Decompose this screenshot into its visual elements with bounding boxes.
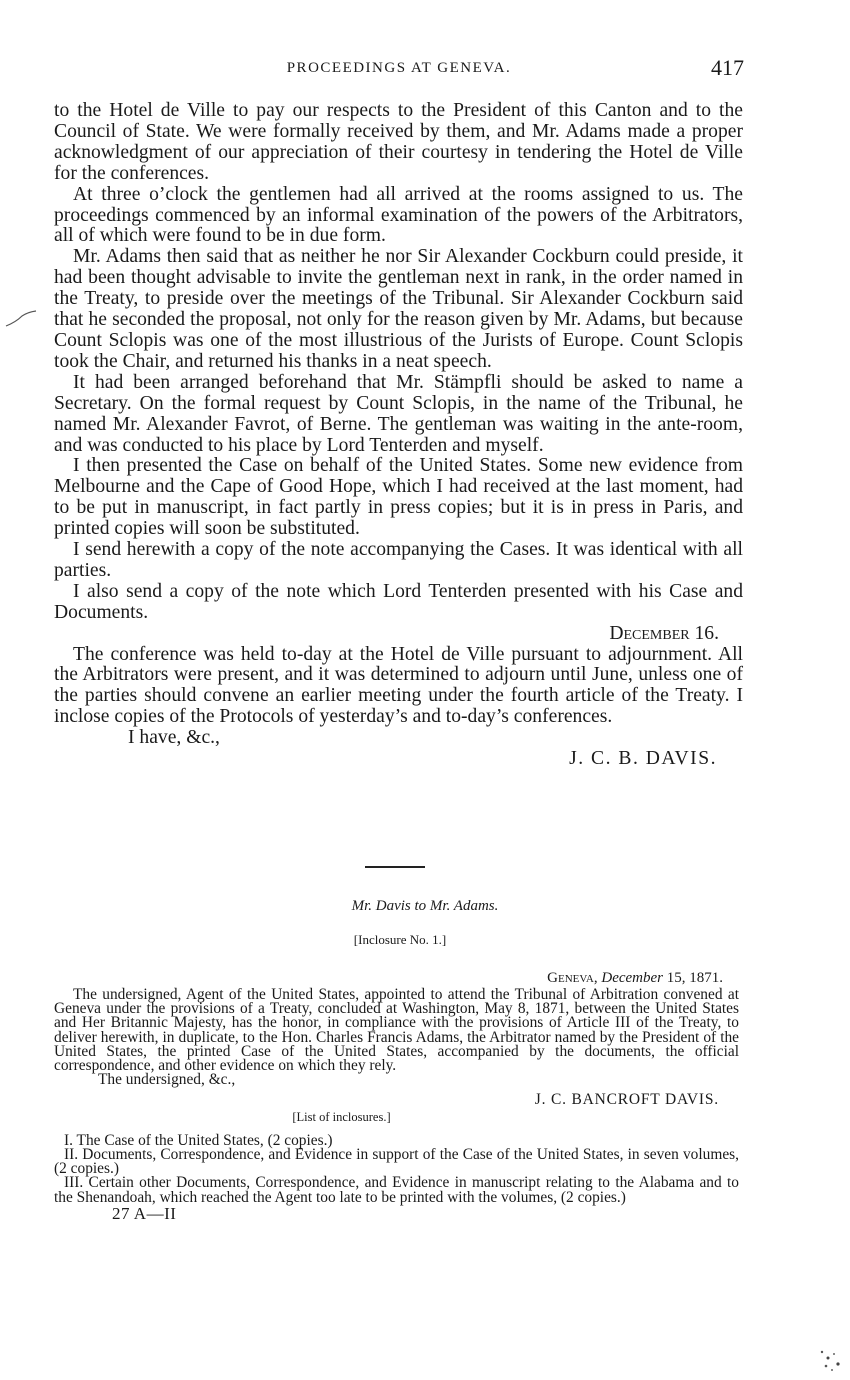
inclosure-closing: The undersigned, &c., [98,1071,236,1089]
dateline-year: 15, 1871. [666,970,723,986]
list-item: II. Documents, Correspondence, and Evidence in support of the Case of the United States, in seven volumes, (2 copies.) [54,1146,739,1178]
paragraph: Mr. Adams then said that as neither he nor Sir Alexander Cockburn could preside, it had been thought advisable to invite the gentleman next in rank, in the order named in the Treaty, to preside over the meetings of the Tribunal. Sir Alexander Cockburn said that he seconded the proposal, not only for the reason given by Mr. Adams, but because Count Sclopis was one of the most illustrious of the Jurists of Europe. Count Sclopis took the Chair, and returned his thanks in a neat speech. [54,246,743,372]
inclosure-list [54,1131,739,1206]
dateline-date: December [601,970,663,986]
paragraph: The conference was held to-day at the Hotel de Ville pursuant to adjournment. All the Arbitrators were present, and it was determined to adjourn until June, unless one of the parties should convene an earlier meeting under the fourth article of the Treaty. I inclose copies of the Protocols of yesterday’s and to-day’s conferences. [54,643,743,728]
paragraph: At three o’clock the gentlemen had all arrived at the rooms assigned to us. The proceedings commenced by an informal examination of the powers of the Arbitrators, all of which were found to be in due form. [54,183,743,247]
printer-signature-mark: 27 A—II [112,1203,177,1223]
letter-body [54,101,743,770]
section-divider [365,866,425,868]
list-item: III. Certain other Documents, Correspondence, and Evidence in manuscript relating to the Alabama and to the Shenandoah, which reached the Agent too late to be printed with the volumes, (2 copies.) [54,1174,739,1206]
paragraph: to the Hotel de Ville to pay our respects to the President of this Canton and to the Council of State. We were formally received by them, and Mr. Adams made a proper acknowledgment of our appreciation of their courtesy in tendering the Hotel de Ville for the conferences. [54,100,743,184]
signature: J. C. B. DAVIS. [569,748,717,770]
inclosure-signature: J. C. BANCROFT DAVIS. [534,1091,719,1109]
paragraph: It had been arranged beforehand that Mr. Stämpfli should be asked to name a Secretary. On the formal request by Count Sclopis, in the name of the Tribunal, he named Mr. Alexander Favrot, of Berne. The gentleman was waiting in the ante-room, and was conducted to his place by Lord Tenterden and myself. [54,371,743,456]
page-header [54,55,744,84]
paragraph: I also send a copy of the note which Lord Tenterden presented with his Case and Documents. [54,580,743,623]
inclosure-paragraph: The undersigned, Agent of the United States, appointed to attend the Tribunal of Arbitration convened at Geneva under the provisions of a Treaty, concluded at Washington, May 8, 1871, between the United States and Her Britannic Majesty, has the honor, in compliance with the provisions of Article III of the Treaty, to deliver herewith, in duplicate, to the Hon. Charles Francis Adams, the Arbitrator named by the President of the United States, the printed Case of the United States, accompanied by the documents, the official correspondence, and other evidence on which they rely. [54,986,739,1075]
corner-smudge [808,1340,848,1376]
margin-pencil-mark [4,308,38,330]
list-heading: [List of inclosures.] [292,1109,391,1124]
inclosure-dateline [54,968,739,988]
dateline: December 16. [609,622,719,644]
closing: I have, &c., [128,727,220,749]
inclosure-body [54,968,739,1221]
list-item: I. The Case of the United States, (2 copies.) [64,1131,333,1149]
running-head: PROCEEDINGS AT GENEVA. [286,60,512,76]
paragraph: I then presented the Case on behalf of the United States. Some new evidence from Melbourne and the Cape of Good Hope, which I had received at the last moment, had to be put in manuscript, in fact partly in press copies; but it is in press in Paris, and printed copies will soon be substituted. [54,455,743,540]
paragraph: I send herewith a copy of the note accompanying the Cases. It was identical with all parties. [54,539,743,581]
dateline-place: Geneva, [547,970,598,986]
inclosure-number: [Inclosure No. 1.] [353,932,447,947]
page-number: 417 [711,55,744,80]
inclosure-title: Mr. Davis to Mr. Adams. [351,898,499,914]
